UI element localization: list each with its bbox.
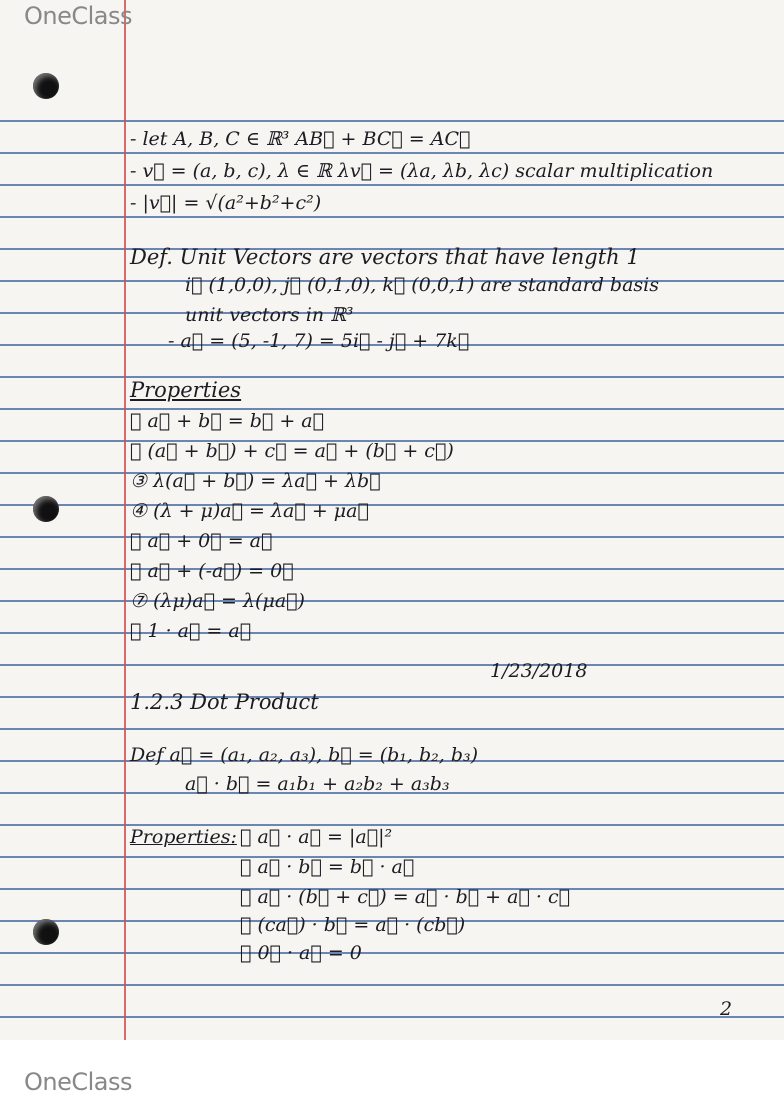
rule-line	[0, 664, 784, 666]
dot-definition-line: a⃗ · b⃗ = a₁b₁ + a₂b₂ + a₃b₃	[185, 773, 450, 795]
rule-line	[0, 376, 784, 378]
oneclass-logo: OneClass	[24, 2, 133, 30]
property-item: ⑤ a⃗ + 0⃗ = a⃗	[130, 530, 273, 552]
margin-line	[124, 0, 126, 1040]
rule-line	[0, 728, 784, 730]
note-line: - |v⃗| = √(a²+b²+c²)	[130, 192, 322, 214]
rule-line	[0, 216, 784, 218]
rule-line	[0, 408, 784, 410]
basis-vectors-line: unit vectors in ℝ³	[185, 304, 354, 326]
dot-property-item: ④ (ca⃗) · b⃗ = a⃗ · (cb⃗)	[240, 914, 466, 936]
rule-line	[0, 568, 784, 570]
rule-line	[0, 632, 784, 634]
rule-line	[0, 504, 784, 506]
property-item: ① a⃗ + b⃗ = b⃗ + a⃗	[130, 410, 325, 432]
dot-property-item: ② a⃗ · b⃗ = b⃗ · a⃗	[240, 856, 415, 878]
note-line: - let A, B, C ∈ ℝ³ AB⃗ + BC⃗ = AC⃗	[130, 128, 471, 150]
page-number: 2	[720, 998, 733, 1020]
rule-line	[0, 600, 784, 602]
properties-heading: Properties	[130, 378, 242, 402]
dot-property-item: ⑤ 0⃗ · a⃗ = 0	[240, 942, 362, 964]
dot-property-item: ③ a⃗ · (b⃗ + c⃗) = a⃗ · b⃗ + a⃗ · c⃗	[240, 886, 571, 908]
example-vector-line: - a⃗ = (5, -1, 7) = 5i⃗ - j⃗ + 7k⃗	[168, 330, 470, 352]
rule-line	[0, 152, 784, 154]
punch-hole	[33, 496, 59, 522]
rule-line	[0, 1016, 784, 1018]
property-item: ② (a⃗ + b⃗) + c⃗ = a⃗ + (b⃗ + c⃗)	[130, 440, 454, 462]
unit-vector-definition: Def. Unit Vectors are vectors that have length 1	[130, 245, 640, 269]
punch-hole	[33, 73, 59, 99]
rule-line	[0, 472, 784, 474]
dot-definition-line: Def a⃗ = (a₁, a₂, a₃), b⃗ = (b₁, b₂, b₃)	[130, 744, 479, 766]
rule-line	[0, 952, 784, 954]
date-label: 1/23/2018	[490, 660, 588, 682]
rule-line	[0, 536, 784, 538]
basis-vectors-line: i⃗ (1,0,0), j⃗ (0,1,0), k⃗ (0,0,1) are standard basis	[185, 274, 659, 296]
punch-hole	[33, 919, 59, 945]
property-item: ⑥ a⃗ + (-a⃗) = 0⃗	[130, 560, 294, 582]
dot-properties-heading: Properties:	[130, 826, 237, 848]
rule-line	[0, 984, 784, 986]
property-item: ⑦ (λμ)a⃗ = λ(μa⃗)	[130, 590, 305, 612]
rule-line	[0, 120, 784, 122]
property-item: ③ λ(a⃗ + b⃗) = λa⃗ + λb⃗	[130, 470, 381, 492]
oneclass-logo-footer: OneClass	[24, 1068, 133, 1094]
property-item: ④ (λ + μ)a⃗ = λa⃗ + μa⃗	[130, 500, 369, 522]
rule-line	[0, 312, 784, 314]
note-line: - v⃗ = (a, b, c), λ ∈ ℝ λv⃗ = (λa, λb, λc) scalar multiplication	[130, 160, 714, 182]
property-item: ⑧ 1 · a⃗ = a⃗	[130, 620, 252, 642]
section-heading: 1.2.3 Dot Product	[130, 690, 319, 714]
rule-line	[0, 184, 784, 186]
rule-line	[0, 696, 784, 698]
dot-property-item: ① a⃗ · a⃗ = |a⃗|²	[240, 826, 393, 848]
